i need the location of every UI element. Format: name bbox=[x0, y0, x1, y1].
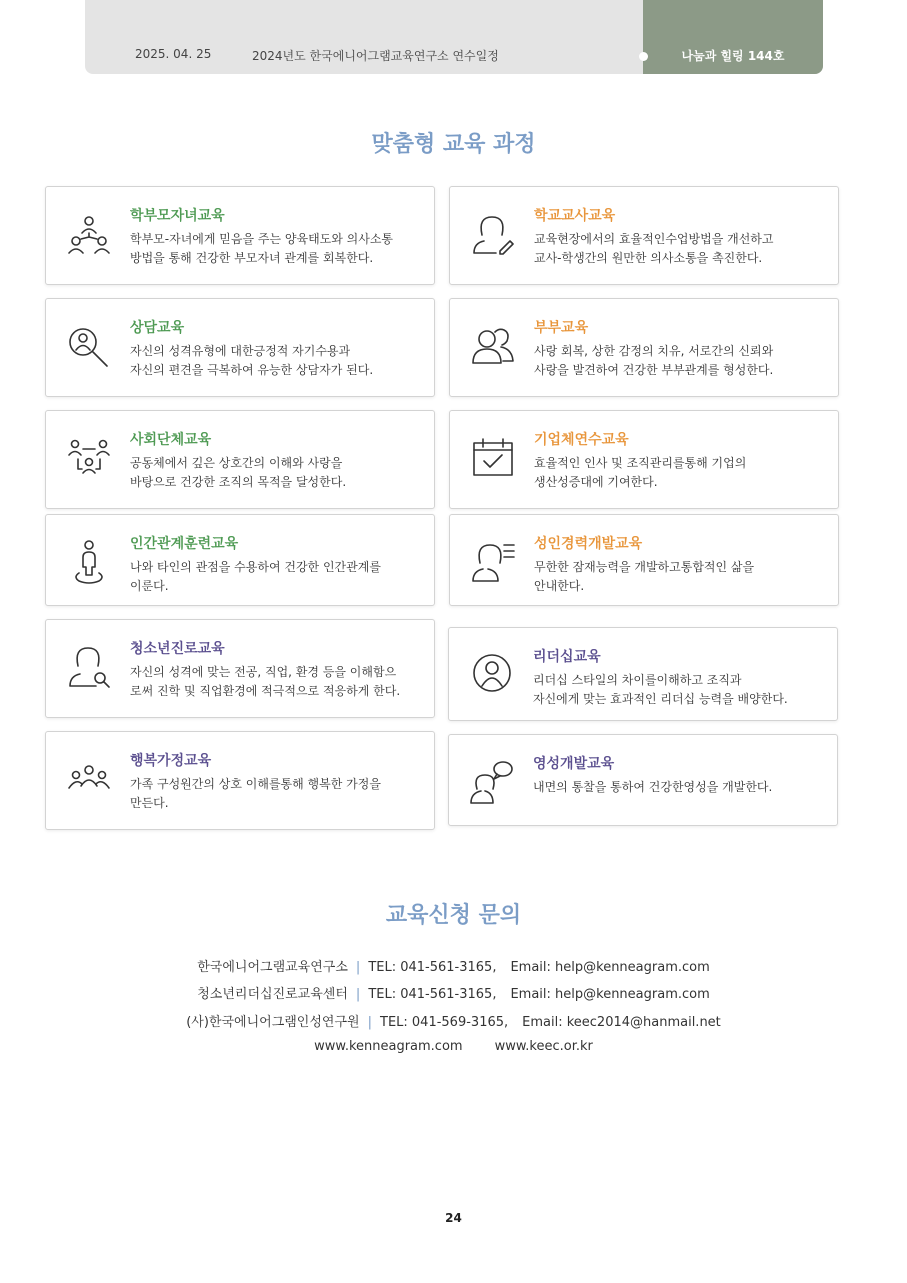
program-desc: 리더십 스타일의 차이를이해하고 조직과 자신에게 맞는 효과적인 리더십 능력을 배양한다. bbox=[533, 673, 788, 706]
program-card bbox=[449, 186, 839, 285]
program-title: 상담교육 bbox=[130, 320, 185, 336]
header-dot-icon bbox=[639, 52, 648, 61]
program-card bbox=[448, 734, 838, 826]
program-desc: 나와 타인의 관점을 수용하여 건강한 인간관계를 이룬다. bbox=[130, 560, 381, 593]
program-card bbox=[45, 298, 435, 397]
contact-line bbox=[0, 956, 907, 975]
header-issue: 나눔과 힐링 144호 bbox=[681, 49, 785, 63]
program-card bbox=[449, 410, 839, 509]
program-desc: 내면의 통찰을 통하여 건강한영성을 개발한다. bbox=[533, 780, 773, 794]
page-number: 24 bbox=[445, 1211, 462, 1225]
program-card bbox=[45, 731, 435, 830]
program-title: 기업체연수교육 bbox=[534, 432, 629, 448]
header-issue-panel bbox=[643, 0, 823, 74]
contact-email[interactable]: Email: help@kenneagram.com bbox=[510, 987, 710, 1002]
header-date: 2025. 04. 25 bbox=[135, 47, 212, 61]
program-desc: 가족 구성원간의 상호 이해를통해 행복한 가정을 만든다. bbox=[130, 777, 381, 810]
contact-org: 청소년리더십진로교육센터 bbox=[197, 987, 348, 1002]
contact-separator: | bbox=[355, 960, 361, 975]
program-card bbox=[45, 619, 435, 718]
contact-org: (사)한국에니어그램인성연구원 bbox=[186, 1015, 360, 1030]
program-title: 학교교사교육 bbox=[534, 208, 616, 224]
contact-line bbox=[0, 983, 907, 1002]
program-desc: 교육현장에서의 효율적인수업방법을 개선하고 교사-학생간의 원만한 의사소통을 촉진한다. bbox=[534, 232, 774, 265]
program-title: 부부교육 bbox=[534, 320, 589, 336]
program-card bbox=[45, 410, 435, 509]
program-title: 학부모자녀교육 bbox=[130, 208, 225, 224]
family-group-icon bbox=[66, 756, 112, 802]
program-title: 영성개발교육 bbox=[533, 756, 615, 772]
contact-tel: TEL: 041-569-3165, bbox=[380, 1015, 509, 1030]
program-desc: 무한한 잠재능력을 개발하고통합적인 삶을 안내한다. bbox=[534, 560, 755, 593]
person-list-icon bbox=[470, 539, 516, 585]
programs-title: 맞춤형 교육 과정 bbox=[371, 132, 536, 157]
program-desc: 사랑 회복, 상한 감정의 치유, 서로간의 신뢰와 사랑을 발견하여 건강한 부부관계를 형성한다. bbox=[534, 344, 774, 377]
program-card bbox=[45, 186, 435, 285]
program-card bbox=[448, 627, 838, 721]
contact-separator: | bbox=[355, 987, 361, 1002]
program-title: 사회단체교육 bbox=[130, 432, 212, 448]
teacher-pen-icon bbox=[470, 211, 516, 257]
calendar-check-icon bbox=[470, 435, 516, 481]
contact-separator: | bbox=[367, 1015, 372, 1030]
program-title: 인간관계훈련교육 bbox=[130, 536, 239, 552]
person-standing-icon bbox=[66, 539, 112, 585]
family-network-icon bbox=[66, 211, 112, 257]
header-bar bbox=[85, 0, 823, 74]
contact-title: 교육신청 문의 bbox=[385, 903, 522, 928]
magnifier-person-icon bbox=[66, 323, 112, 369]
header-schedule: 2024년도 한국에니어그램교육연구소 연수일정 bbox=[252, 49, 499, 63]
program-title: 청소년진로교육 bbox=[130, 641, 225, 657]
contact-websites bbox=[0, 1039, 907, 1054]
program-card bbox=[449, 514, 839, 606]
program-title: 성인경력개발교육 bbox=[534, 536, 643, 552]
person-search-icon bbox=[66, 644, 112, 690]
person-speech-icon bbox=[469, 759, 515, 805]
program-card bbox=[45, 514, 435, 606]
person-circle-icon bbox=[469, 650, 515, 696]
website-link[interactable]: www.kenneagram.com bbox=[314, 1039, 463, 1054]
contact-tel: TEL: 041-561-3165, bbox=[368, 960, 497, 975]
program-desc: 학부모-자녀에게 믿음을 주는 양육태도와 의사소통 방법을 통해 건강한 부모자녀 관계를 회복한다. bbox=[130, 232, 394, 265]
contact-tel: TEL: 041-561-3165, bbox=[368, 987, 497, 1002]
website-link[interactable]: www.keec.or.kr bbox=[494, 1039, 593, 1054]
program-desc: 효율적인 인사 및 조직관리를통해 기업의 생산성증대에 기여한다. bbox=[534, 456, 747, 489]
couple-icon bbox=[470, 323, 516, 369]
contact-line bbox=[0, 1011, 907, 1030]
group-connect-icon bbox=[66, 435, 112, 481]
program-desc: 공동체에서 깊은 상호간의 이해와 사랑을 바탕으로 건강한 조직의 목적을 달성한다. bbox=[130, 456, 347, 489]
program-card bbox=[449, 298, 839, 397]
program-title: 리더십교육 bbox=[533, 649, 601, 665]
contact-email[interactable]: Email: help@kenneagram.com bbox=[510, 960, 710, 975]
program-desc: 자신의 성격유형에 대한긍정적 자기수용과 자신의 편견을 극복하여 유능한 상담자가 된다. bbox=[130, 344, 374, 377]
contact-email[interactable]: Email: keec2014@hanmail.net bbox=[522, 1015, 721, 1030]
program-desc: 자신의 성격에 맞는 전공, 직업, 환경 등을 이해함으 로써 진학 및 직업환경에 적극적으로 적응하게 한다. bbox=[130, 665, 401, 698]
program-title: 행복가정교육 bbox=[130, 753, 212, 769]
contact-org: 한국에니어그램교육연구소 bbox=[197, 960, 348, 975]
